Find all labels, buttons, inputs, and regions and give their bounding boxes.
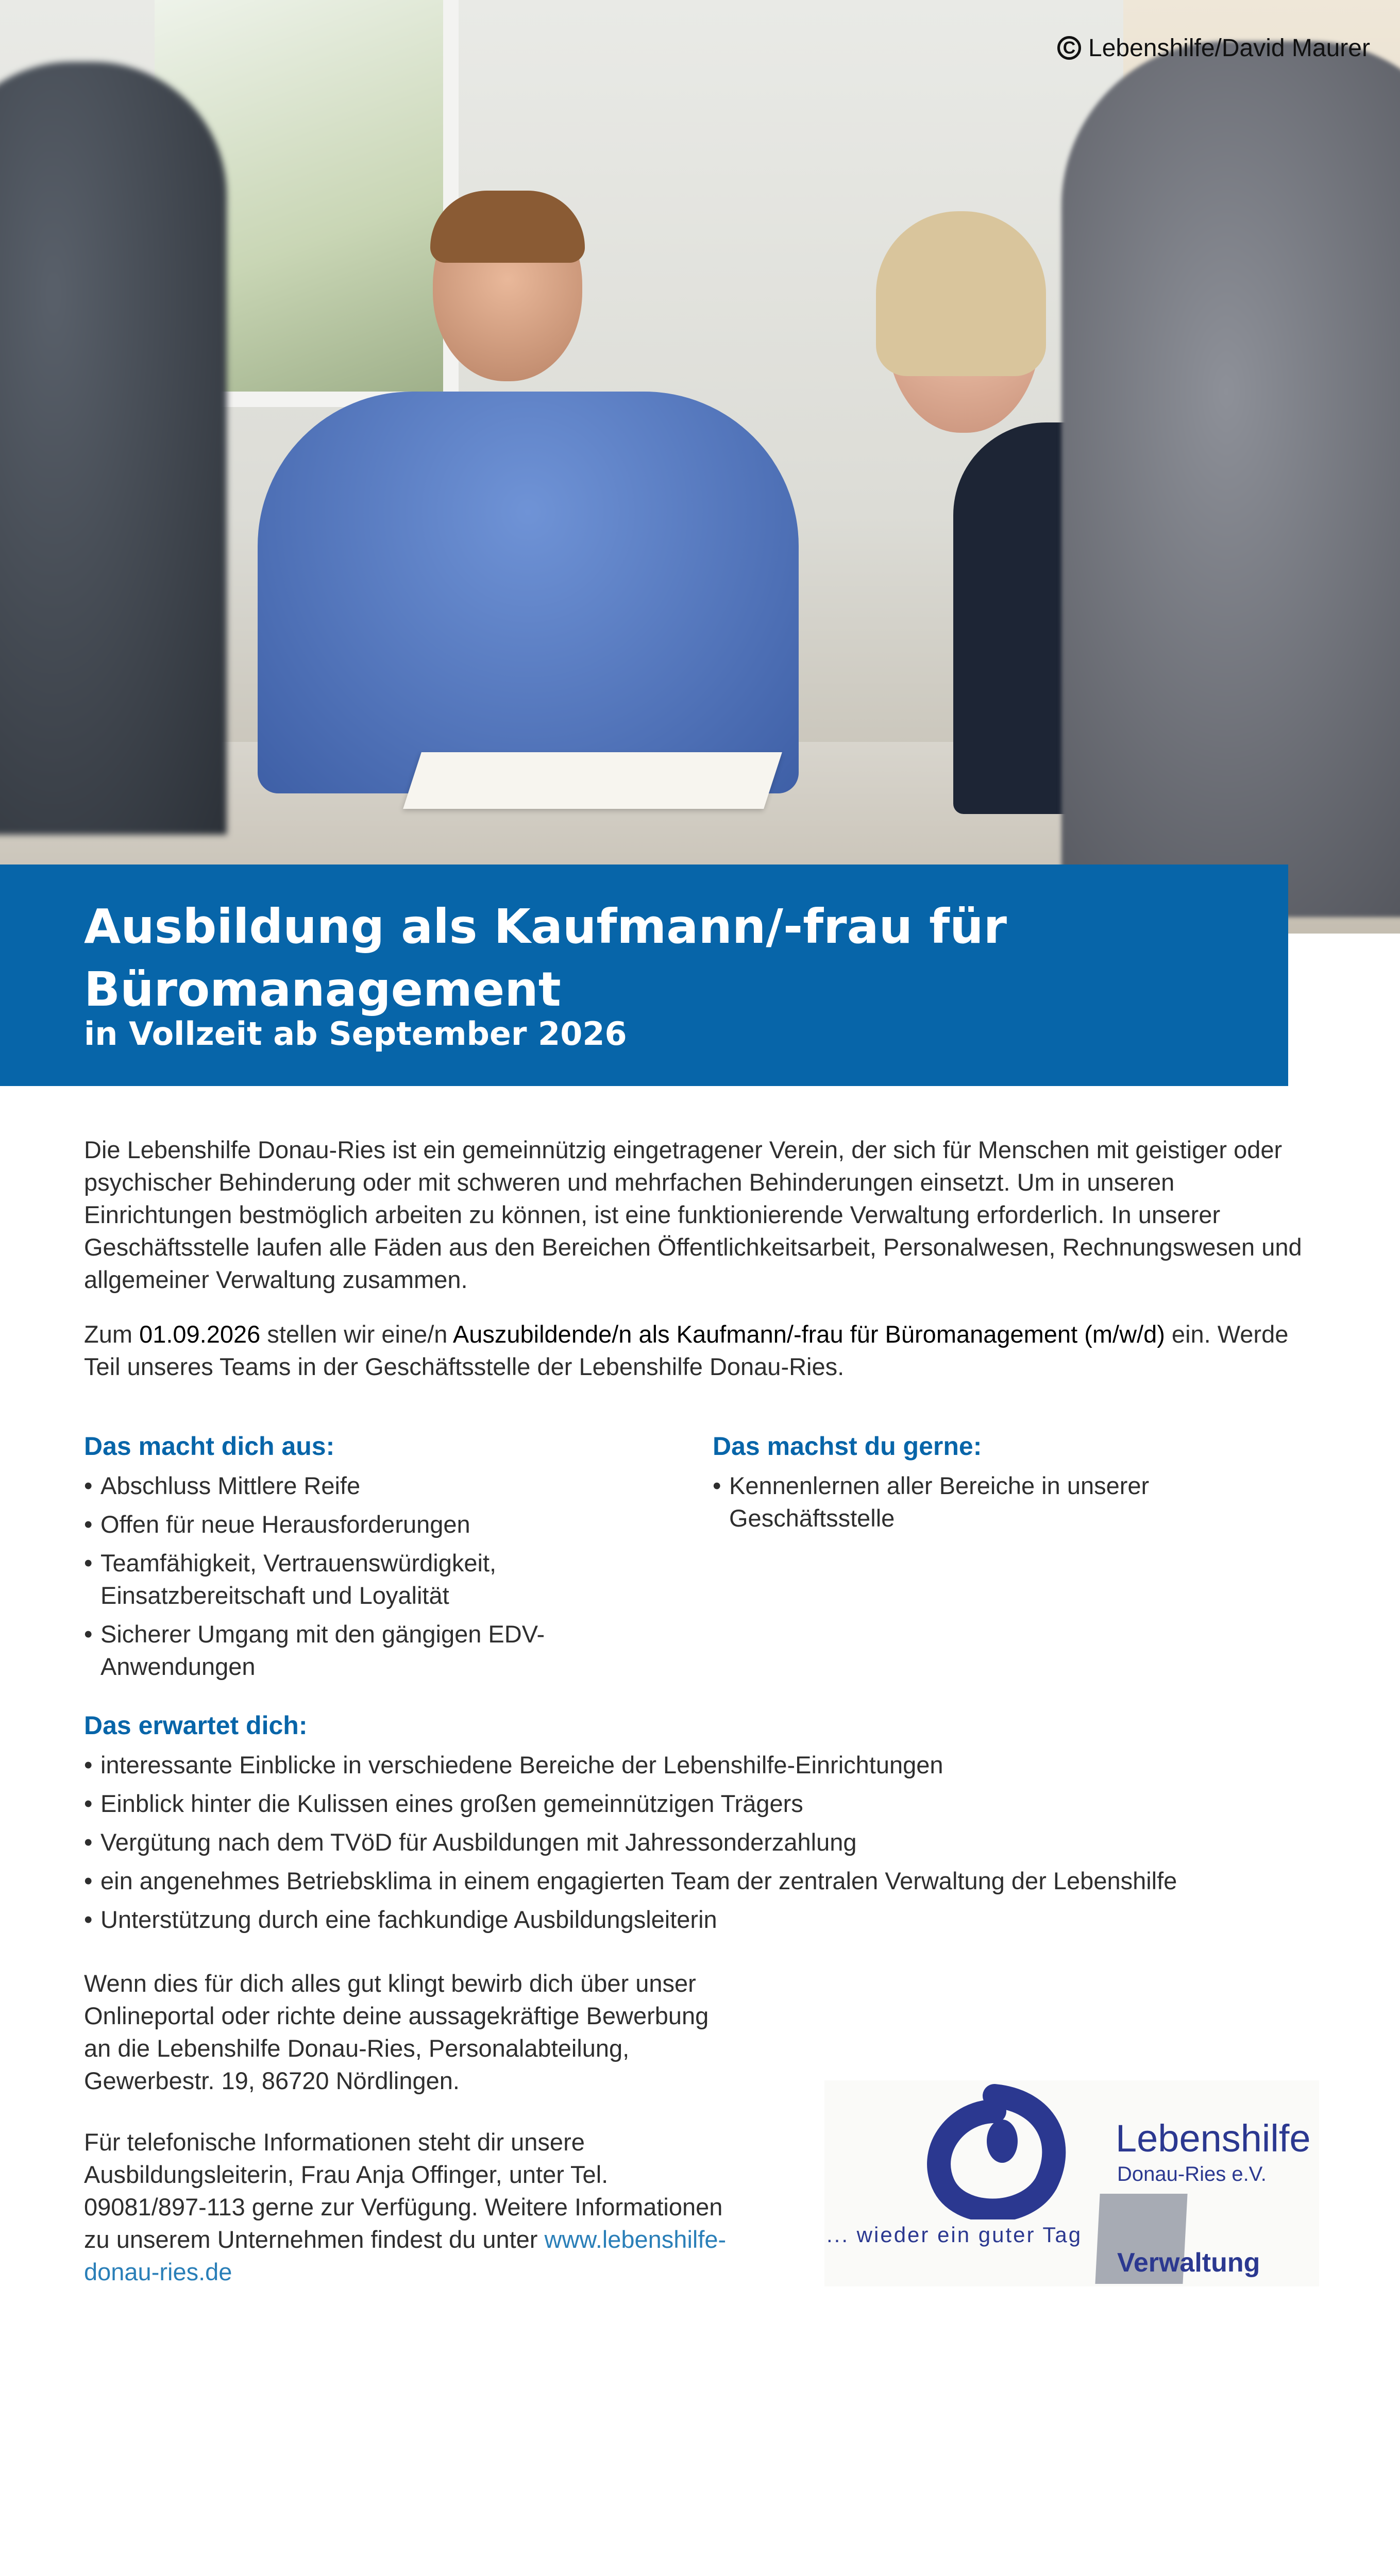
list-item: • Offen für neue Herausforderungen [84,1508,599,1540]
copyright-icon: C [1057,36,1081,60]
list-item: • Kennenlernen aller Bereiche in unserer Geschäftsstelle [713,1469,1228,1534]
section-heading-tasks: Das machst du gerne: [713,1432,982,1461]
page-title: Ausbildung als Kaufmann/-frau für Büromanagement [84,899,1007,1017]
application-paragraph: Wenn dies für dich alles gut klingt bewirb dich über unser Onlineportal oder richte deine aussagekräftige Bewerbung an die Lebenshilfe Donau-Ries, Personalabteilung, Gewerbestr. 19, 86720 Nördlingen. [84,1970,709,2094]
lebenshilfe-symbol-icon [824,2080,1113,2219]
list-item: • interessante Einblicke in verschiedene Bereiche der Lebenshilfe-Einrichtungen [84,1749,1321,1781]
contact-paragraph: Für telefonische Informationen steht dir unsere Ausbildungsleiterin, Frau Anja Offinger, unter Tel. 09081/897-113 gerne zur Verfügung. Weitere Informationen zu unserem Unternehmen findest du unter www.lebenshilfe-donau-ries.de [84,2128,727,2285]
page-subtitle: in Vollzeit ab September 2026 [84,1015,627,1053]
list-item: • ein angenehmes Betriebsklima in einem engagierten Team der zentralen Verwaltung der Lebenshilfe [84,1865,1321,1897]
blurred-person-right [1061,41,1400,917]
profile-list [84,1469,599,1689]
list-item: • Einblick hinter die Kulissen eines großen gemeinnützigen Trägers [84,1787,1321,1820]
woman-hair [876,211,1046,376]
logo-subtitle: Donau-Ries e.V. [1117,2163,1267,2185]
logo-tagline: ... wieder ein guter Tag [826,2223,1083,2247]
title-banner [0,865,1288,1086]
section-heading-offer: Das erwartet dich: [84,1711,308,1740]
website-link[interactable]: www.lebenshilfe-donau-ries.de [84,2226,727,2285]
section-heading-profile: Das macht dich aus: [84,1432,335,1461]
lebenshilfe-logo [824,2080,1319,2286]
offer-list [84,1749,1321,1942]
list-item: • Vergütung nach dem TVöD für Ausbildungen mit Jahressonderzahlung [84,1826,1321,1858]
position-paragraph: Zum 01.09.2026 stellen wir eine/n Auszubildende/n als Kaufmann/-frau für Büromanagement (m/w/d) ein. Werde Teil unseres Teams in der Geschäftsstelle der Lebenshilfe Donau-Ries. [84,1320,1289,1380]
open-book [403,752,782,809]
tasks-list [713,1469,1228,1540]
man-shirt [258,392,799,793]
list-item: • Teamfähigkeit, Vertrauenswürdigkeit, Einsatzbereitschaft und Loyalität [84,1547,599,1612]
logo-department: Verwaltung [1117,2248,1260,2278]
list-item: • Abschluss Mittlere Reife [84,1469,599,1502]
list-item: • Sicherer Umgang mit den gängigen EDV-Anwendungen [84,1618,599,1683]
photo-credit-text: Lebenshilfe/David Maurer [1088,34,1370,62]
list-item: • Unterstützung durch eine fachkundige Ausbildungsleiterin [84,1903,1321,1936]
intro-paragraph: Die Lebenshilfe Donau-Ries ist ein gemeinnützig eingetragener Verein, der sich für Menschen mit geistiger oder psychischer Behinderung oder mit schweren und mehrfachen Behinderungen einsetzt. Um in unseren Einrichtungen bestmöglich arbeiten zu können, ist eine funktionierende Verwaltung erforderlich. In unserer Geschäftsstelle laufen alle Fäden aus den Bereichen Öffentlichkeitsarbeit, Personalwesen, Rechnungswesen und allgemeiner Verwaltung zusammen. [84,1136,1302,1293]
logo-name: Lebenshilfe [1116,2117,1311,2160]
man-hair [430,191,585,263]
start-date: 01.09.2026 [139,1320,261,1348]
hero-photo [0,0,1400,934]
position-title: Auszubildende/n als Kaufmann/-frau für Büromanagement (m/w/d) [452,1320,1165,1348]
blurred-person-left [0,62,227,835]
photo-credit [1057,30,1370,66]
